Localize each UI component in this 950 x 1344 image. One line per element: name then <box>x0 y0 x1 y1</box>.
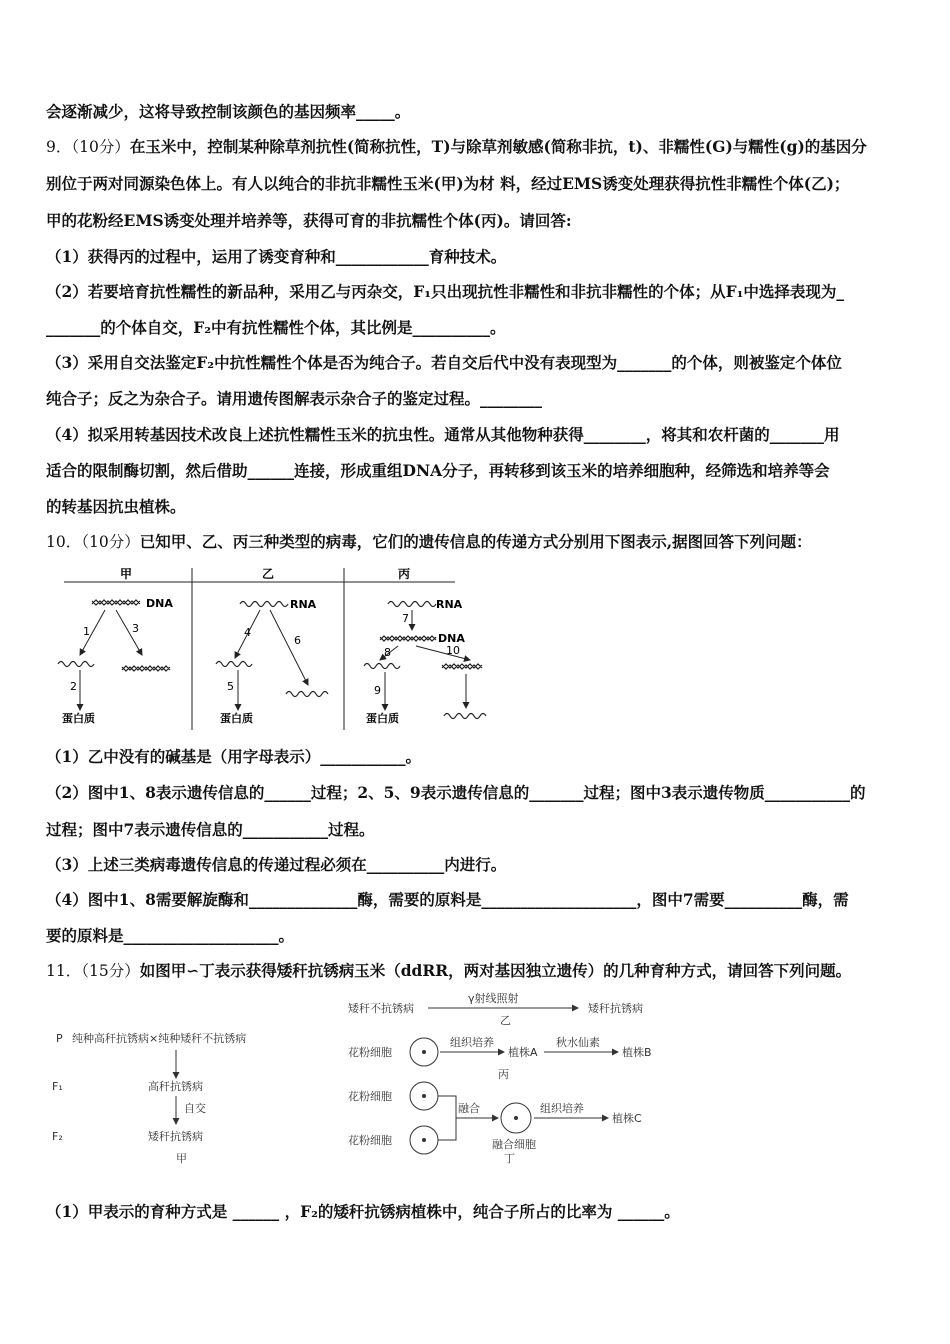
bing-rna-label: RNA <box>436 598 463 611</box>
yi-step-6: 6 <box>294 634 301 647</box>
q9-part1: （1）获得丙的过程中，运用了诱变育种和____________育种技术。 <box>46 247 507 266</box>
jia-dna-copy <box>122 666 170 671</box>
q10-part1: （1）乙中没有的碱基是（用字母表示）___________。 <box>46 747 422 766</box>
q8-tail: 会逐渐减少，这将导致控制该颜色的基因频率_____。 <box>46 102 411 121</box>
bing-step-7: 7 <box>402 612 409 625</box>
yi-step-5: 5 <box>227 680 234 693</box>
q10-part4a: （4）图中1、8需要解旋酶和______________酶，需要的原料是____________________，图中7需要__________酶，需 <box>46 890 849 909</box>
q10-part2b: 过程；图中7表示遗传信息的___________过程。 <box>46 820 375 839</box>
yi-rna-strand <box>240 602 288 607</box>
bing-step-9: 9 <box>374 684 381 697</box>
q10-stem <box>46 531 916 553</box>
q9-number: 9．（10分） <box>46 138 130 156</box>
jia-f2-text: 矮秆抗锈病 <box>148 1130 203 1143</box>
ding-fusion: 融合 <box>458 1102 480 1115</box>
ding-pollen-2: 花粉细胞 <box>348 1134 392 1147</box>
jia-f1-label: F₁ <box>52 1080 63 1093</box>
bing-dna-copy <box>442 664 482 669</box>
q11-text: 如图甲∽丁表示获得矮秆抗锈病玉米（ddRR，两对基因独立遗传）的几种育种方式，请回答下列问题。 <box>139 961 852 980</box>
ding-pollen-1: 花粉细胞 <box>348 1090 392 1103</box>
ding-label: 丁 <box>504 1152 515 1165</box>
yi-rna-copy <box>286 692 328 697</box>
q9-part4b: 适合的限制酶切割，然后借助______连接，形成重组DNA分子，再转移到该玉米的培养细胞种，经筛选和培养等会 <box>46 461 830 480</box>
bing-dna-label: DNA <box>438 632 465 645</box>
q9-part2a: （2）若要培育抗性糯性的新品种，采用乙与丙杂交，F₁只出现抗性非糯性和非抗非糯性的个体；从F₁中选择表现为_ <box>46 282 845 301</box>
jia-protein: 蛋白质 <box>62 712 95 725</box>
q9-part4a: （4）拟采用转基因技术改良上述抗性糯性玉米的抗虫性。通常从其他物种获得________，将其和农杆菌的_______用 <box>46 425 840 444</box>
jia-selfing: 自交 <box>184 1102 206 1115</box>
yi-step-4: 4 <box>244 626 251 639</box>
q9-part3a: （3）采用自交法鉴定F₂中抗性糯性个体是否为纯合子。若自交后代中没有表现型为_______的个体，则被鉴定个体位 <box>46 353 842 372</box>
q10-number: 10．（10分） <box>46 533 140 551</box>
bing-colchicine: 秋水仙素 <box>556 1036 600 1049</box>
jia-step-2: 2 <box>70 680 77 693</box>
q10-text: 已知甲、乙、丙三种类型的病毒，它们的遗传信息的传递方式分别用下图表示,据图回答下列问题： <box>139 532 812 551</box>
yi-rna-product <box>216 662 252 667</box>
q9-part4c: 的转基因抗虫植株。 <box>46 497 186 516</box>
ding-plant-c: 植株C <box>612 1112 642 1125</box>
jia-dna-strand <box>92 600 140 605</box>
yi-method: γ射线照射 <box>468 992 519 1005</box>
jia-label: 甲 <box>176 1152 187 1165</box>
q11-part1: （1）甲表示的育种方式是 ______ ，F₂的矮秆抗锈病植株中，纯合子所占的比率为 ______。 <box>46 1202 680 1221</box>
bing-plant-a: 植株A <box>508 1046 538 1059</box>
yi-protein: 蛋白质 <box>220 712 253 725</box>
jia-p-cross: 纯种高秆抗锈病×纯种矮秆不抗锈病 <box>72 1032 247 1045</box>
col-jia: 甲 <box>120 567 133 581</box>
jia-f2-label: F₂ <box>52 1130 63 1143</box>
bing-label: 丙 <box>498 1068 509 1081</box>
q11-figure <box>48 990 688 1170</box>
bing-dna-strand <box>380 636 436 641</box>
jia-rna-strand <box>58 662 94 667</box>
q10-part2a: （2）图中1、8表示遗传信息的______过程；2、5、9表示遗传信息的_______过程；图中3表示遗传物质___________的 <box>46 783 866 802</box>
ding-fused-cell-label: 融合细胞 <box>492 1138 536 1151</box>
q9-stem-1 <box>46 136 916 158</box>
q9-stem-3: 甲的花粉经EMS诱变处理并培养等，获得可育的非抗糯性个体(丙)。请回答: <box>46 211 572 230</box>
jia-step-1: 1 <box>83 625 90 638</box>
bing-final-rna <box>444 714 486 719</box>
col-yi: 乙 <box>262 567 275 581</box>
jia-step-3: 3 <box>132 622 139 635</box>
bing-rna-product <box>364 664 400 669</box>
bing-rna-strand <box>388 602 436 607</box>
bing-pollen: 花粉细胞 <box>348 1046 392 1059</box>
q11-stem <box>46 960 916 982</box>
q10-figure <box>50 560 510 732</box>
yi-to: 矮秆抗锈病 <box>588 1002 643 1015</box>
q9-part2b: _______的个体自交，F₂中有抗性糯性个体，其比例是__________。 <box>46 318 506 337</box>
bing-step-10: 10 <box>446 644 460 657</box>
q10-part4b: 要的原料是____________________。 <box>46 926 295 945</box>
q11-number: 11．（15分） <box>46 962 140 980</box>
jia-p-label: P <box>56 1032 63 1045</box>
yi-rna-label: RNA <box>290 598 317 611</box>
bing-plant-b: 植株B <box>622 1046 652 1059</box>
q9-text-1: 在玉米中，控制某种除草剂抗性(简称抗性，T)与除草剂敏感(简称非抗，t)、非糯性(G)与糯性(g)的基因分 <box>129 137 867 156</box>
q10-part3: （3）上述三类病毒遗传信息的传递过程必须在__________内进行。 <box>46 855 507 874</box>
yi-label: 乙 <box>500 1014 511 1027</box>
col-bing: 丙 <box>398 567 411 581</box>
bing-protein: 蛋白质 <box>366 712 399 725</box>
jia-dna-label: DNA <box>146 597 173 610</box>
jia-f1-text: 高秆抗锈病 <box>148 1080 203 1093</box>
q9-part3b: 纯合子；反之为杂合子。请用遗传图解表示杂合子的鉴定过程。________ <box>46 389 543 408</box>
bing-step-8: 8 <box>384 646 391 659</box>
yi-from: 矮秆不抗锈病 <box>348 1002 414 1015</box>
bing-tissue-culture: 组织培养 <box>450 1036 494 1049</box>
ding-tissue-culture: 组织培养 <box>540 1102 584 1115</box>
q9-stem-2: 别位于两对同源染色体上。有人以纯合的非抗非糯性玉米(甲)为材 料，经过EMS诱变处理获得抗性非糯性个体(乙)； <box>46 174 850 193</box>
